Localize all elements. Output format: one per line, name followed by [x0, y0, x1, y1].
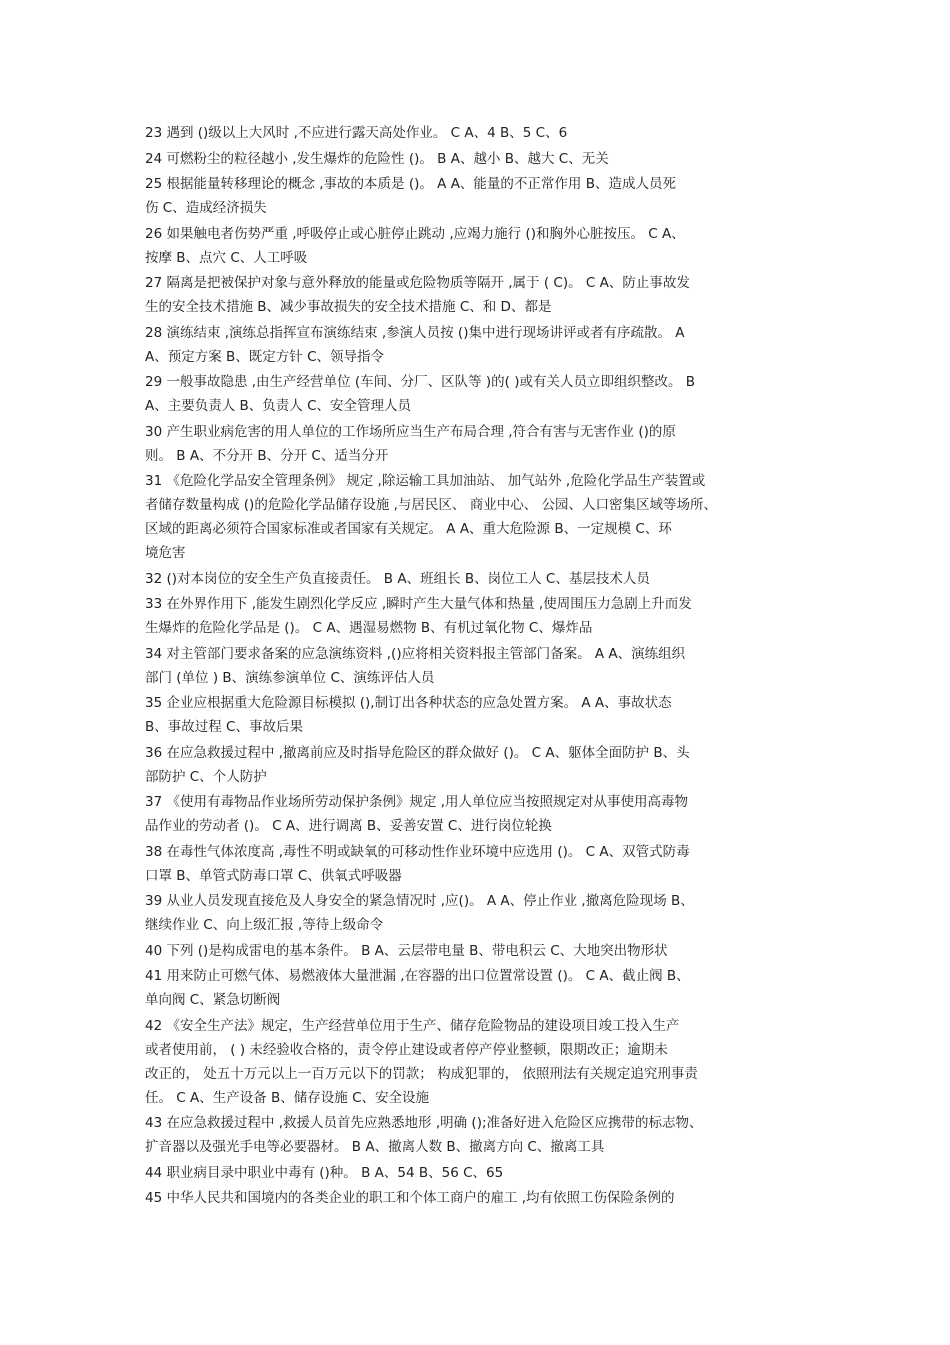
question-item [145, 1186, 810, 1210]
question-item [145, 691, 810, 739]
question-item [145, 567, 810, 591]
question-line: 41 用来防止可燃气体、易燃液体大量泄漏 ,在容器的出口位置常设置 ()。 C A、截止阀 B、 [145, 968, 690, 984]
question-line: A、预定方案 B、既定方针 C、领导指令 [145, 348, 385, 365]
question-line: 25 根据能量转移理论的概念 ,事故的本质是 ()。 A A、能量的不正常作用 B、造成人员死 [145, 176, 676, 192]
question-line: B、事故过程 C、事故后果 [145, 719, 303, 735]
question-item [145, 840, 810, 888]
question-item [145, 741, 810, 789]
question-item [145, 420, 810, 468]
question-line: 部防护 C、个人防护 [145, 768, 267, 785]
question-line: 24 可燃粉尘的粒径越小 ,发生爆炸的危险性 ()。 B A、越小 B、越大 C、无关 [145, 150, 609, 167]
question-line: 口罩 B、单管式防毒口罩 C、供氧式呼吸器 [145, 867, 402, 884]
question-line: 33 在外界作用下 ,能发生剧烈化学反应 ,瞬时产生大量气体和热量 ,使周围压力急剧上升而发 [145, 596, 692, 612]
question-item [145, 121, 810, 145]
question-item [145, 939, 810, 963]
question-line: 32 ()对本岗位的安全生产负直接责任。 B A、班组长 B、岗位工人 C、基层技术人员 [145, 570, 650, 587]
question-line: 境危害 [145, 545, 186, 561]
question-line: 区域的距离必须符合国家标准或者国家有关规定。 A A、重大危险源 B、一定规模 C、环 [145, 521, 672, 537]
question-item [145, 172, 810, 220]
question-line: 伤 C、造成经济损失 [145, 200, 267, 216]
question-line: 任。 C A、生产设备 B、储存设施 C、安全设施 [145, 1089, 430, 1106]
question-line: 者储存数量构成 ()的危险化学品储存设施 ,与居民区、 商业中心、 公园、人口密集区域等场所、 [145, 497, 717, 513]
question-list [145, 121, 810, 1210]
question-line: 单向阀 C、紧急切断阀 [145, 992, 281, 1008]
question-line: 继续作业 C、向上级汇报 ,等待上级命令 [145, 917, 384, 933]
question-line: 43 在应急救援过程中 ,救援人员首先应熟悉地形 ,明确 ();准备好进入危险区应携带的标志物、 [145, 1115, 703, 1131]
question-line: 品作业的劳动者 ()。 C A、进行调离 B、妥善安置 C、进行岗位轮换 [145, 818, 552, 834]
question-line: 改正的， 处五十万元以上一百万元以下的罚款； 构成犯罪的， 依照刑法有关规定追究刑事责 [145, 1065, 698, 1082]
question-item [145, 321, 810, 369]
question-line: A、主要负责人 B、负责人 C、安全管理人员 [145, 398, 412, 414]
question-item [145, 592, 810, 640]
question-item [145, 147, 810, 171]
question-item [145, 1161, 810, 1185]
question-item [145, 889, 810, 937]
question-line: 按摩 B、点穴 C、人工呼吸 [145, 249, 308, 266]
question-line: 生爆炸的危险化学品是 ()。 C A、遇湿易燃物 B、有机过氧化物 C、爆炸品 [145, 620, 593, 636]
question-line: 生的安全技术措施 B、减少事故损失的安全技术措施 C、和 D、都是 [145, 299, 552, 315]
question-line: 23 遇到 ()级以上大风时 ,不应进行露天高处作业。 C A、4 B、5 C、6 [145, 125, 568, 141]
question-item [145, 469, 810, 565]
question-line: 扩音器以及强光手电等必要器材。 B A、撤离人数 B、撤离方向 C、撤离工具 [145, 1139, 605, 1155]
question-line: 39 从业人员发现直接危及人身安全的紧急情况时 ,应()。 A A、停止作业 ,撤离危险现场 B、 [145, 893, 694, 909]
question-line: 37 《使用有毒物品作业场所劳动保护条例》规定 ,用人单位应当按照规定对从事使用高毒物 [145, 794, 689, 810]
question-line: 27 隔离是把被保护对象与意外释放的能量或危险物质等隔开 ,属于 ( C)。 C A、防止事故发 [145, 275, 690, 291]
question-line: 29 一般事故隐患 ,由生产经营单位 (车间、分厂、区队等 )的( )或有关人员立即组织整改。 B [145, 374, 696, 390]
question-item [145, 642, 810, 690]
question-line: 36 在应急救援过程中 ,撤离前应及时指导危险区的群众做好 ()。 C A、躯体全面防护 B、头 [145, 744, 690, 761]
question-line: 28 演练结束 ,演练总指挥宣布演练结束 ,参演人员按 ()集中进行现场讲评或者有序疏散。 A [145, 324, 685, 341]
question-line: 或者使用前， ( ) 未经验收合格的，责令停止建设或者停产停业整顿，限期改正；逾期未 [145, 1041, 668, 1058]
question-line: 26 如果触电者伤势严重 ,呼吸停止或心脏停止跳动 ,应竭力施行 ()和胸外心脏按压。 C A、 [145, 225, 685, 242]
question-line: 38 在毒性气体浓度高 ,毒性不明或缺氧的可移动性作业环境中应选用 ()。 C A、双管式防毒 [145, 843, 690, 860]
question-line: 部门 (单位 ) B、演练参演单位 C、演练评估人员 [145, 669, 435, 686]
question-line: 45 中华人民共和国境内的各类企业的职工和个体工商户的雇工 ,均有依照工伤保险条例的 [145, 1190, 675, 1206]
question-item [145, 1111, 810, 1159]
question-item [145, 222, 810, 270]
question-item [145, 370, 810, 418]
question-line: 34 对主管部门要求备案的应急演练资料 ,()应将相关资料报主管部门备案。 A A、演练组织 [145, 645, 686, 662]
question-line: 30 产生职业病危害的用人单位的工作场所应当生产布局合理 ,符合有害与无害作业 ()的原 [145, 423, 676, 440]
question-item [145, 790, 810, 838]
question-line: 31 《危险化学品安全管理条例》 规定 ,除运输工具加油站、 加气站外 ,危险化学品生产装置或 [145, 473, 706, 489]
question-line: 则。 B A、不分开 B、分开 C、适当分开 [145, 447, 389, 464]
question-item [145, 1014, 810, 1110]
question-line: 35 企业应根据重大危险源目标模拟 (),制订出各种状态的应急处置方案。 A A、事故状态 [145, 695, 672, 711]
question-item [145, 271, 810, 319]
question-item [145, 964, 810, 1012]
question-line: 44 职业病目录中职业中毒有 ()种。 B A、54 B、56 C、65 [145, 1164, 504, 1181]
question-line: 40 下列 ()是构成雷电的基本条件。 B A、云层带电量 B、带电积云 C、大地突出物形状 [145, 942, 668, 959]
question-line: 42 《安全生产法》规定，生产经营单位用于生产、储存危险物品的建设项目竣工投入生产 [145, 1017, 680, 1034]
